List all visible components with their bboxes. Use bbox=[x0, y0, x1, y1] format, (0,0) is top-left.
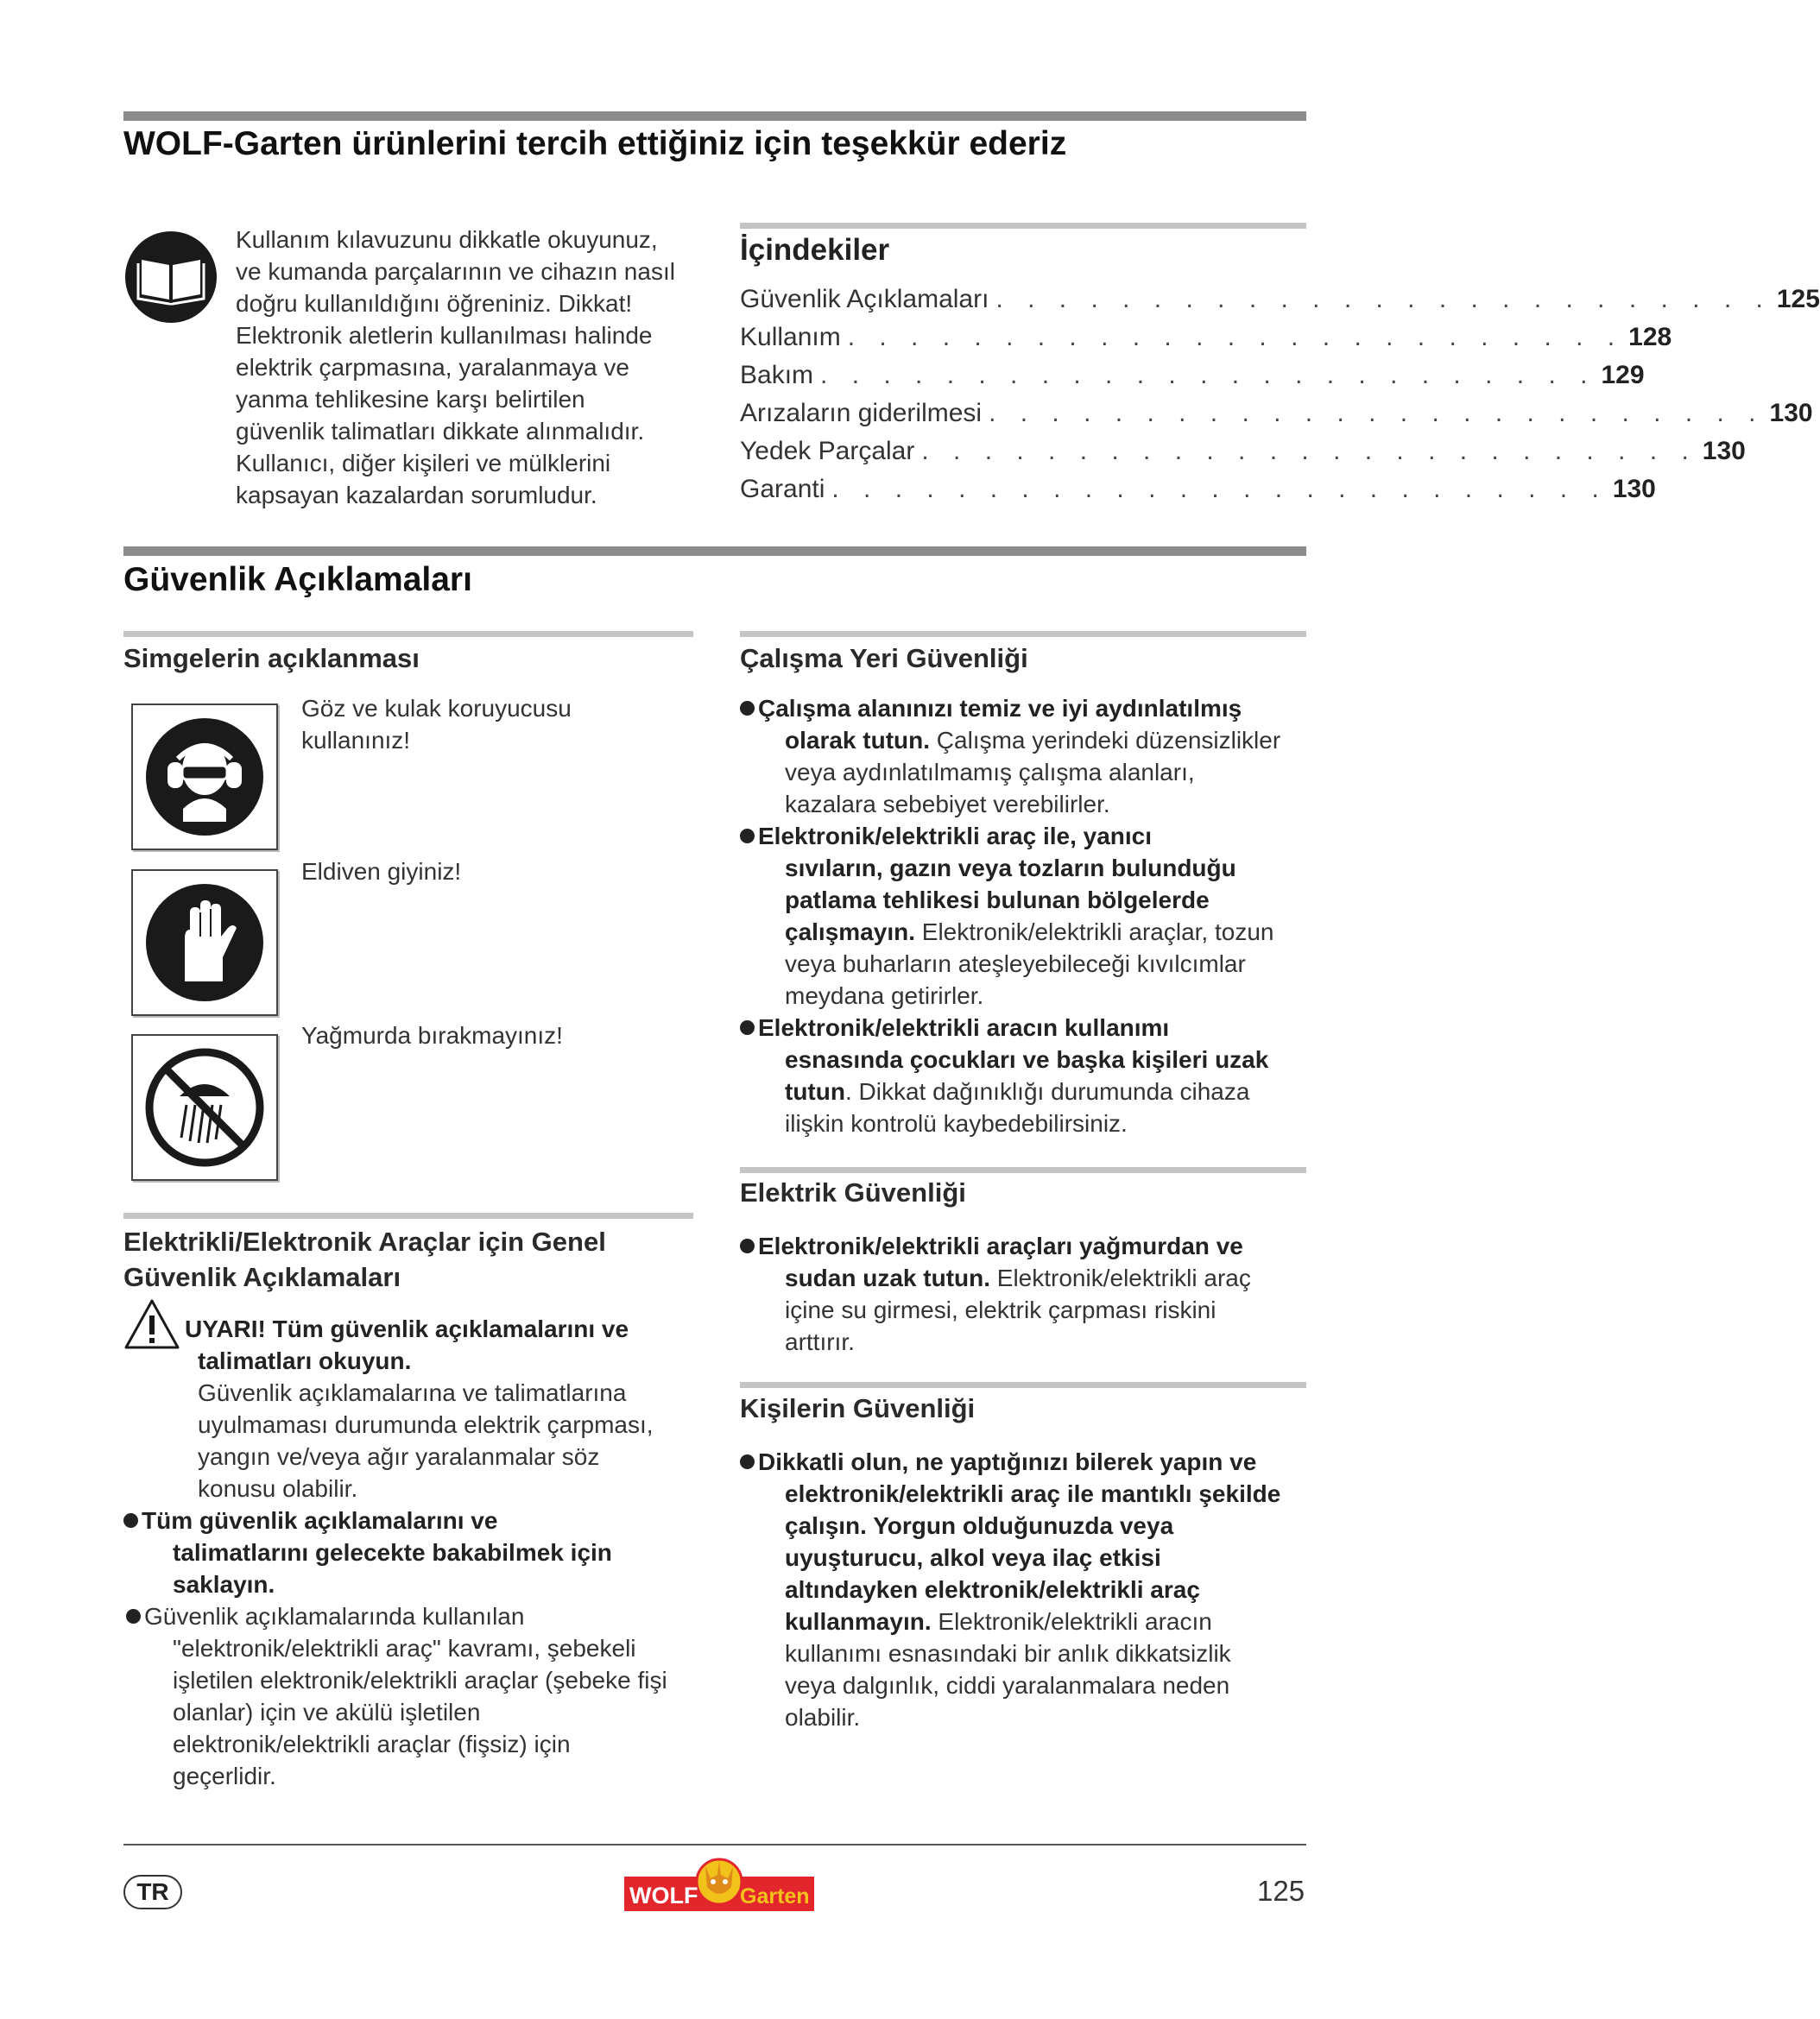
toc-title: İçindekiler bbox=[740, 233, 890, 267]
book-icon bbox=[124, 230, 218, 324]
general-warning-body: talimatları okuyun. Güvenlik açıklamalarına ve talimatlarına uyulmaması durumunda elektrik çarpması, yangın ve/veya ağır yaralanmalar söz konusu olabilir. bbox=[198, 1347, 654, 1502]
toc-entry-page: 130 bbox=[1769, 399, 1813, 427]
list-item: Elektronik/elektrikli aracın kullanımı esnasında çocukları ve başka kişileri uzak tutun. Dikkat dağınıklığı durumunda cihaza ilişkin kontrolü kaybedebilirsiniz. bbox=[740, 1012, 1280, 1139]
warning-icon bbox=[123, 1298, 180, 1350]
toc-entry[interactable]: Bakım . . . . . . . . . . . . . . . . . . . . . . . . . 129 bbox=[740, 361, 1645, 389]
persons-title: Kişilerin Güvenliği bbox=[740, 1393, 976, 1423]
general-bullet-list bbox=[123, 1505, 612, 1600]
intro-line: kapsayan kazalardan sorumludur. bbox=[236, 482, 597, 508]
toc-entry-label: Güvenlik Açıklamaları bbox=[740, 285, 989, 313]
electrical-title: Elektrik Güvenliği bbox=[740, 1177, 966, 1208]
general-warning: UYARI! Tüm güvenlik açıklamalarını ve bbox=[185, 1316, 629, 1342]
toc-entry-label: Garanti bbox=[740, 475, 825, 503]
intro-line: güvenlik talimatları dikkate alınmalıdır. bbox=[236, 418, 645, 445]
table-of-contents bbox=[740, 285, 1820, 513]
logo-wolf-text: WOLF bbox=[629, 1883, 698, 1909]
intro-line: Kullanım kılavuzunu dikkatle okuyunuz, bbox=[236, 226, 658, 253]
bullet-icon bbox=[126, 1609, 141, 1624]
toc-entry[interactable]: Kullanım . . . . . . . . . . . . . . . . . . . . . . . . . 128 bbox=[740, 323, 1672, 351]
bullet-icon bbox=[740, 1239, 755, 1253]
symbol-caption-eye-ear: Göz ve kulak koruyucusu kullanınız! bbox=[301, 695, 572, 754]
page-number: 125 bbox=[1257, 1875, 1305, 1907]
list-item: Dikkatli olun, ne yaptığınızı bilerek yapın ve elektronik/elektrikli araç ile mantıklı şekilde çalışın. Yorgun olduğunuzda veya uyuşturucu, alkol veya ilaç etkisi altındayken elektronik/elektrikli araç kullanmayın. Elektronik/elektrikli aracın kullanımı esnasındaki bir anlık dikkatsizlik veya dalgınlık, ciddi yaralanmalara neden olabilir. bbox=[740, 1446, 1280, 1733]
gloves-icon bbox=[131, 869, 278, 1016]
symbols-rule bbox=[123, 631, 693, 637]
intro-line: doğru kullanıldığını öğreniniz. Dikkat! bbox=[236, 290, 633, 317]
toc-entry-page: 129 bbox=[1601, 361, 1645, 389]
no-rain-icon bbox=[131, 1034, 278, 1181]
toc-entry[interactable]: Yedek Parçalar . . . . . . . . . . . . . . . . . . . . . . . . . 130 bbox=[740, 437, 1746, 465]
symbols-title: Simgelerin açıklanması bbox=[123, 643, 420, 673]
toc-entry[interactable]: Garanti . . . . . . . . . . . . . . . . . . . . . . . . . 130 bbox=[740, 475, 1656, 503]
top-rule bbox=[123, 111, 1306, 121]
symbol-caption-no-rain: Yağmurda bırakmayınız! bbox=[301, 1022, 563, 1049]
toc-rule bbox=[740, 223, 1306, 229]
electrical-rule bbox=[740, 1167, 1306, 1173]
toc-entry-label: Bakım bbox=[740, 361, 814, 389]
bullet-icon bbox=[740, 701, 755, 716]
intro-line: elektrik çarpmasına, yaralanmaya ve bbox=[236, 354, 629, 381]
bullet-icon bbox=[123, 1513, 138, 1528]
toc-entry-page: 130 bbox=[1702, 437, 1746, 465]
toc-entry-label: Kullanım bbox=[740, 323, 841, 351]
intro-line: yanma tehlikesine karşı belirtilen bbox=[236, 386, 585, 413]
safety-title: Güvenlik Açıklamaları bbox=[123, 561, 472, 598]
page-title: WOLF-Garten ürünlerini tercih ettiğiniz için teşekkür ederiz bbox=[123, 125, 1067, 162]
bullet-icon bbox=[740, 1454, 755, 1469]
list-item: Elektronik/elektrikli araç ile, yanıcı sıvıların, gazın veya tozların bulunduğu patlama tehlikesi bulunan bölgelerde çalışmayın. Elektronik/elektrikli araçlar, tozun veya buharların ateşleyebileceği kıvılcımlar meydana getirirler. bbox=[740, 820, 1280, 1012]
toc-entry-page: 130 bbox=[1612, 475, 1656, 503]
intro-line: Elektronik aletlerin kullanılması halinde bbox=[236, 322, 653, 349]
intro-paragraph bbox=[236, 224, 711, 511]
general-bullet-list-2 bbox=[123, 1600, 667, 1792]
footer-rule bbox=[123, 1844, 1306, 1845]
toc-entry-page: 128 bbox=[1628, 323, 1672, 351]
intro-line: Kullanıcı, diğer kişileri ve mülklerini bbox=[236, 450, 611, 476]
list-item: Güvenlik açıklamalarında kullanılan "elektronik/elektrikli araç" kavramı, şebekeli işletilen elektronik/elektrikli araçlar (şebeke fişi olanlar) için ve akülü işletilen elektronik/elektrikli araçlar (fişsiz) için geçerlidir. bbox=[123, 1600, 667, 1792]
toc-entry-page: 125 bbox=[1776, 285, 1820, 313]
list-item: Çalışma alanınızı temiz ve iyi aydınlatılmış olarak tutun. Çalışma yerindeki düzensizlikler veya aydınlatılmamış çalışma alanları, kazalara sebebiyet verebilirler. bbox=[740, 692, 1280, 820]
general-rule bbox=[123, 1213, 693, 1219]
toc-entry-label: Yedek Parçalar bbox=[740, 437, 915, 465]
electrical-bullet-list bbox=[740, 1230, 1251, 1358]
toc-entry-label: Arızaların giderilmesi bbox=[740, 399, 983, 427]
workplace-bullet-list bbox=[740, 692, 1280, 1139]
language-badge: TR bbox=[123, 1875, 182, 1909]
persons-bullet-list bbox=[740, 1446, 1280, 1733]
safety-rule bbox=[123, 546, 1306, 556]
bullet-icon bbox=[740, 1020, 755, 1035]
workplace-rule bbox=[740, 631, 1306, 637]
list-item: Tüm güvenlik açıklamalarını ve talimatlarını gelecekte bakabilmek için saklayın. bbox=[123, 1505, 612, 1600]
eye-ear-protection-icon bbox=[131, 703, 278, 850]
wolf-garten-logo bbox=[622, 1852, 816, 1913]
bullet-icon bbox=[740, 829, 755, 843]
intro-line: ve kumanda parçalarının ve cihazın nasıl bbox=[236, 258, 675, 285]
toc-entry[interactable]: Arızaların giderilmesi . . . . . . . . . . . . . . . . . . . . . . . . . 130 bbox=[740, 399, 1813, 427]
toc-entry[interactable]: Güvenlik Açıklamaları . . . . . . . . . . . . . . . . . . . . . . . . . 125 bbox=[740, 285, 1820, 313]
logo-garten-text: Garten bbox=[740, 1884, 810, 1909]
list-item: Elektronik/elektrikli araçları yağmurdan ve sudan uzak tutun. Elektronik/elektrikli araç içine su girmesi, elektrik çarpması riskini arttırır. bbox=[740, 1230, 1251, 1358]
general-title: Elektrikli/Elektronik Araçlar için Genel Güvenlik Açıklamaları bbox=[123, 1227, 606, 1292]
symbol-caption-gloves: Eldiven giyiniz! bbox=[301, 858, 462, 885]
workplace-title: Çalışma Yeri Güvenliği bbox=[740, 643, 1028, 673]
persons-rule bbox=[740, 1382, 1306, 1388]
